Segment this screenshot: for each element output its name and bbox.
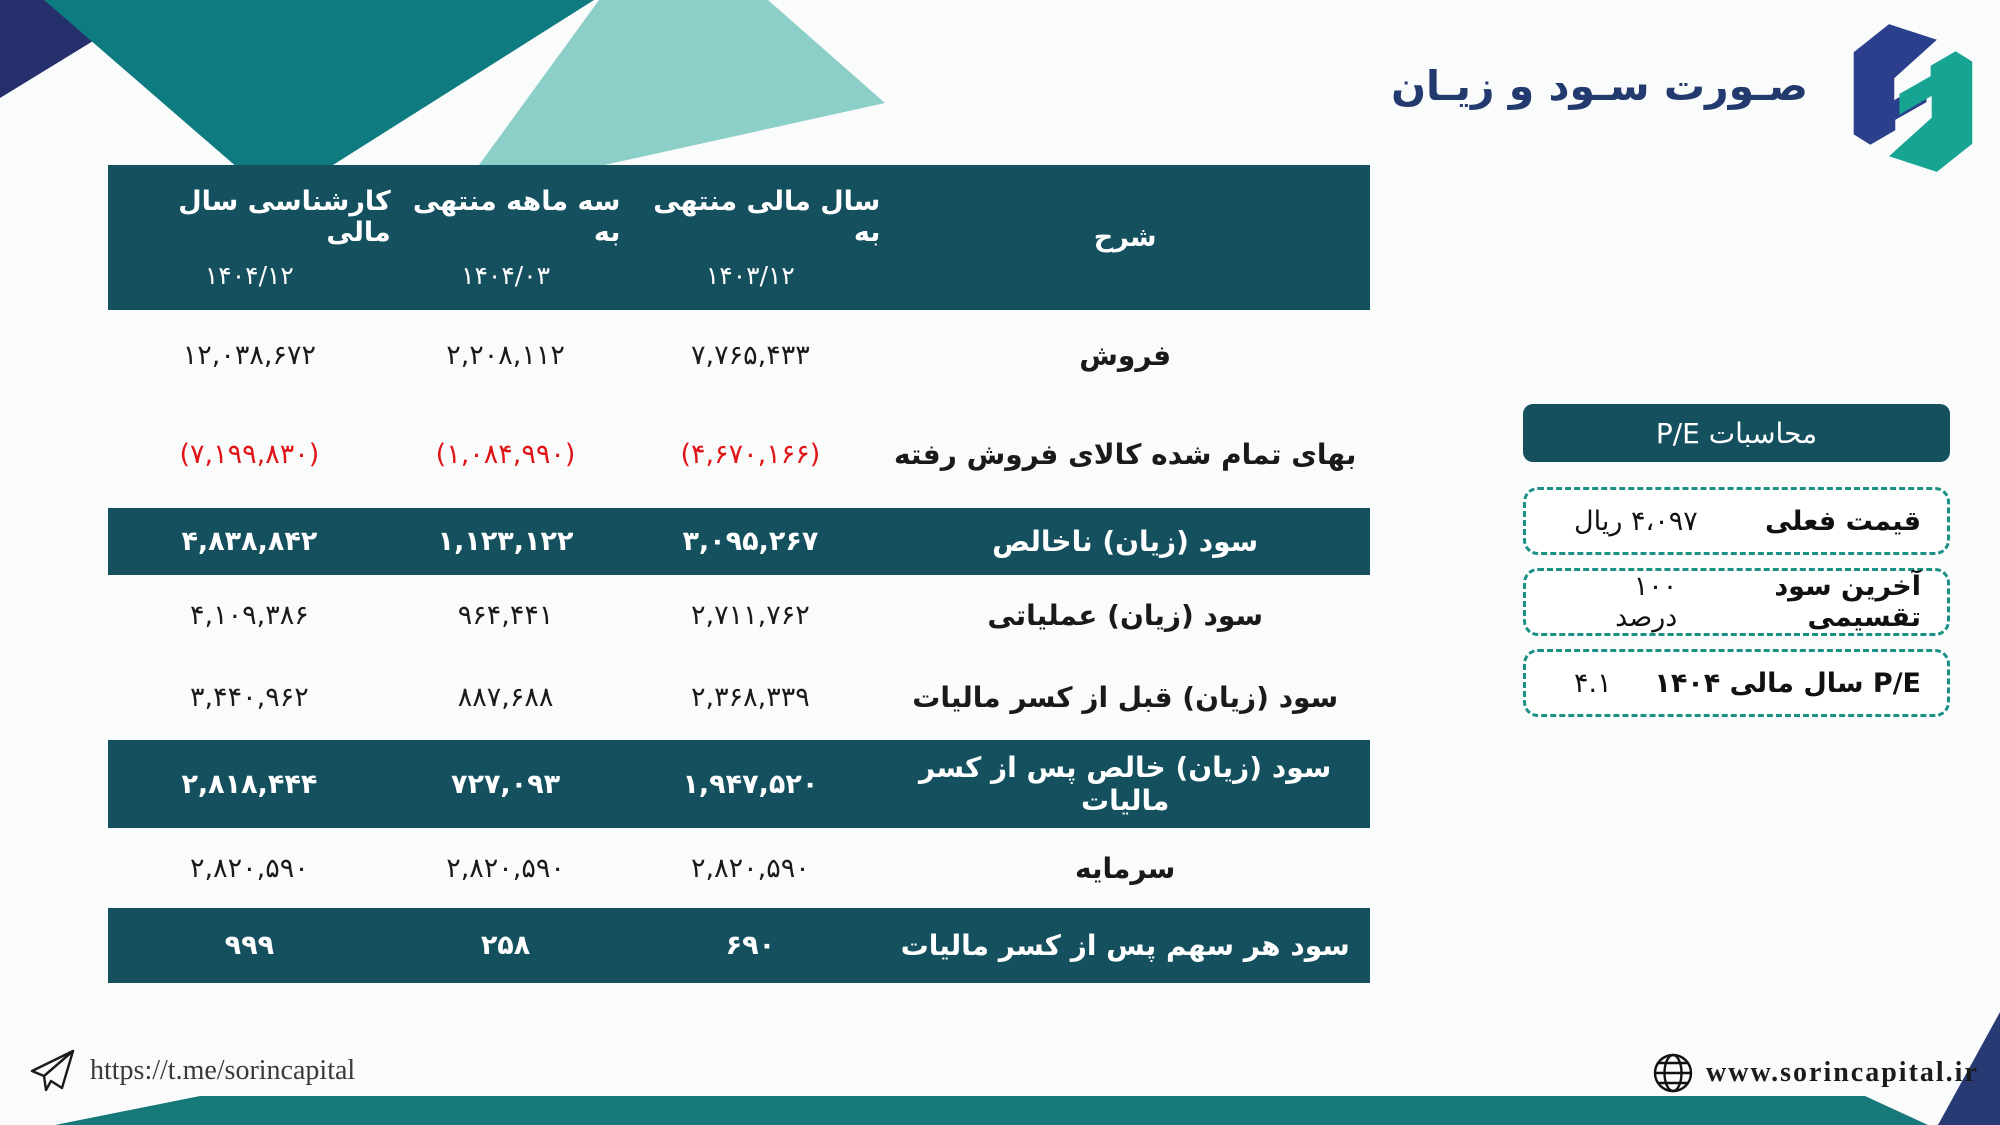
column-header-fiscal-year: سال مالی منتهی به ۱۴۰۳/۱۲ xyxy=(653,185,881,290)
table-row-gross-profit: سود (زیان) ناخالص ۳,۰۹۵,۲۶۷ ۱,۱۲۳,۱۲۲ ۴,۸۳۸,۸۴۲ xyxy=(108,508,1370,575)
table-row-sales: فروش ۷,۷۶۵,۴۳۳ ۲,۲۰۸,۱۱۲ ۱۲,۰۳۸,۶۷۲ xyxy=(182,338,1172,372)
table-header-row xyxy=(108,165,1370,310)
pe-row-forward-pe: P/E سال مالی ۱۴۰۴ ۴.۱ xyxy=(1523,649,1950,717)
globe-icon xyxy=(1652,1052,1694,1094)
telegram-link[interactable] xyxy=(28,1048,355,1094)
pe-calculations-panel xyxy=(1523,404,1950,730)
table-row-profit-before-tax: سود (زیان) قبل از کسر مالیات ۲,۳۶۸,۳۳۹ ۸۸۷,۶۸۸ ۳,۴۴۰,۹۶۲ xyxy=(190,681,1339,714)
column-header-description: شرح xyxy=(1093,222,1157,253)
website-link[interactable] xyxy=(1652,1052,1979,1094)
table-row-cogs: بهای تمام شده کالای فروش رفته (۴,۶۷۰,۱۶۶) (۱,۰۸۴,۹۹۰) (۷,۱۹۹,۸۳۰) xyxy=(179,437,1357,471)
table-row-eps-after-tax: سود هر سهم پس از کسر مالیات ۶۹۰ ۲۵۸ ۹۹۹ xyxy=(108,908,1370,983)
sorin-hexagon-logo-icon xyxy=(1836,20,1992,176)
pe-panel-title: محاسبات P/E xyxy=(1523,404,1950,462)
telegram-url-text: https://t.me/sorincapital xyxy=(90,1055,356,1086)
pe-row-current-price: قیمت فعلی ۴،۰۹۷ ریال xyxy=(1523,487,1950,555)
column-header-quarter: سه ماهه منتهی به ۱۴۰۴/۰۳ xyxy=(412,185,621,290)
page-title: صـورت سـود و زیـان xyxy=(1391,62,1808,110)
column-header-estimate: کارشناسی سال مالی ۱۴۰۴/۱۲ xyxy=(178,185,391,290)
profit-loss-table xyxy=(108,165,1370,983)
table-row-capital: سرمایه ۲,۸۲۰,۵۹۰ ۲,۸۲۰,۵۹۰ ۲,۸۲۰,۵۹۰ xyxy=(190,851,1176,885)
paper-plane-icon xyxy=(28,1048,76,1094)
table-row-operating-profit: سود (زیان) عملیاتی ۲,۷۱۱,۷۶۲ ۹۶۴,۴۴۱ ۴,۱۰۹,۳۸۶ xyxy=(190,598,1264,632)
pe-row-last-dividend: آخرین سود تقسیمی ۱۰۰ درصد xyxy=(1523,568,1950,636)
table-row-net-profit-after-tax: سود (زیان) خالص پس از کسر مالیات ۱,۹۴۷,۵۲۰ ۷۲۷,۰۹۳ ۲,۸۱۸,۴۴۴ xyxy=(108,740,1370,828)
website-url-text: www.sorincapital.ir xyxy=(1706,1057,1979,1088)
